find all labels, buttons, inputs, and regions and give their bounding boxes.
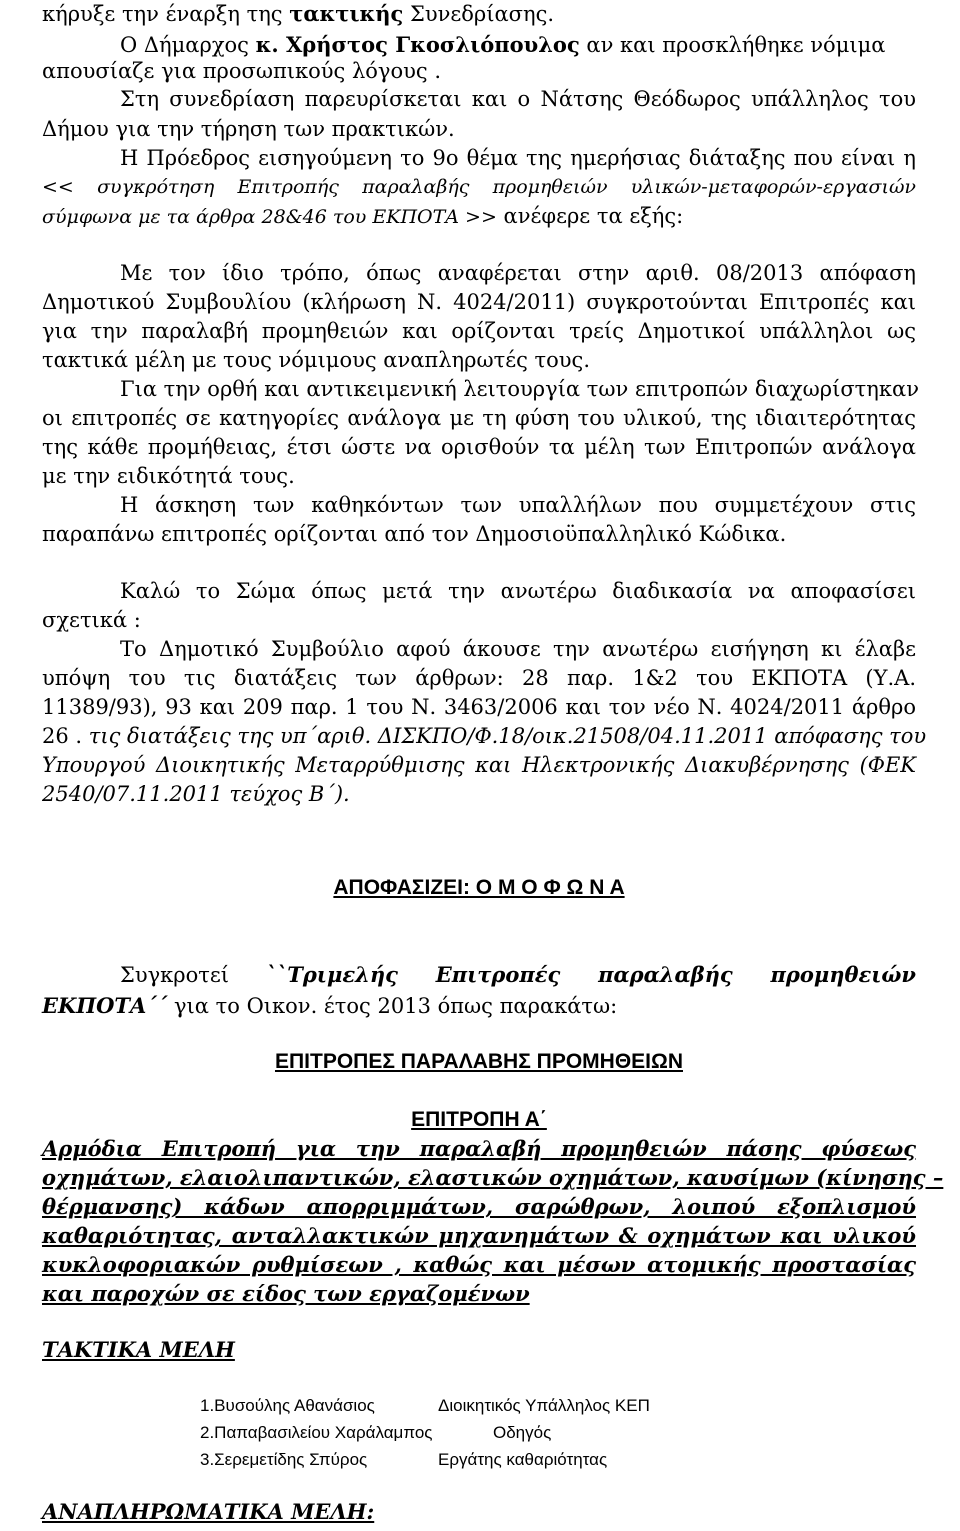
text-line: τακτικά μέλη με τους νόμιμους αναπληρωτές τους. bbox=[42, 348, 590, 372]
member-name: 2.Παπαβασιλείου Χαράλαμπος bbox=[200, 1423, 433, 1442]
committee-description-line: καθαριότητας, ανταλλακτικών μηχανημάτων & οχημάτων και υλικού bbox=[42, 1223, 916, 1248]
text-line: Με τον ίδιο τρόπο, όπως αναφέρεται στην αριθ. 08/2013 απόφαση bbox=[120, 261, 916, 285]
committee-description-line: οχημάτων, ελαιολιπαντικών, ελαστικών οχημάτων, καυσίμων (κίνησης – bbox=[42, 1165, 944, 1190]
text-line: ΕΚΠΟΤΑ΄΄ για το Οικον. έτος 2013 όπως παρακάτω: bbox=[42, 993, 618, 1018]
text-line: για την παραλαβή προμηθειών και ορίζονται τρείς Δημοτικοί υπάλληλοι ως bbox=[42, 319, 916, 343]
text-line: Δήμου για την τήρηση των πρακτικών. bbox=[42, 117, 455, 141]
text-line: της κάθε προμήθειας, έτσι ώστε να ορισθούν τα μέλη των Επιτροπών ανάλογα bbox=[42, 435, 916, 459]
text-line: απουσίαζε για προσωπικούς λόγους . bbox=[42, 59, 441, 83]
text-line: σύμφωνα με τα άρθρα 28&46 του ΕΚΠΟΤΑ >> ανέφερε τα εξής: bbox=[42, 204, 684, 228]
text-line: 11389/93), 93 και 209 παρ. 1 του Ν. 3463/2006 και τον νέο Ν. 4024/2011 άρθρο bbox=[42, 695, 916, 719]
text-line: Η Πρόεδρος εισηγούμενη το 9ο θέμα της ημερήσιας διάταξης που είναι η bbox=[120, 146, 916, 170]
member-row bbox=[200, 1394, 650, 1418]
text-line: παραπάνω επιτροπές ορίζονται από τον Δημοσιοϋπαλληλικό Κώδικα. bbox=[42, 522, 787, 546]
text-line: Δημοτικού Συμβουλίου (κλήρωση Ν. 4024/2011) συγκροτούνται Επιτροπές και bbox=[42, 290, 916, 314]
member-role: Εργάτης καθαριότητας bbox=[438, 1450, 608, 1469]
text-line: Για την ορθή και αντικειμενική λειτουργία των επιτροπών διαχωρίστηκαν bbox=[120, 377, 919, 401]
committee-description-line: θέρμανσης) κάδων απορριμμάτων, σαρώθρων, λοιπού εξοπλισμού bbox=[42, 1194, 916, 1219]
committee-description-line: και παροχών σε είδος των εργαζομένων bbox=[42, 1281, 530, 1306]
text-line: Ο Δήμαρχος κ. Χρήστος Γκοσλιόπουλος αν και προσκλήθηκε νόμιμα bbox=[120, 32, 886, 57]
regular-members-heading: ΤΑΚΤΙΚΑ ΜΕΛΗ bbox=[42, 1337, 235, 1362]
committee-a-heading: ΕΠΙΤΡΟΠΗ Α΄ bbox=[411, 1108, 547, 1131]
text-line: Συγκροτεί ``Τριμελής Επιτροπές παραλαβής προμηθειών bbox=[120, 962, 916, 987]
text-line: σχετικά : bbox=[42, 608, 141, 632]
member-role: Διοικητικός Υπάλληλος ΚΕΠ bbox=[438, 1396, 650, 1415]
text-line: υπόψη του τις διατάξεις των άρθρων: 28 παρ. 1&2 του ΕΚΠΟΤΑ (Υ.Α. bbox=[42, 666, 916, 690]
text-line: οι επιτροπές σε κατηγορίες ανάλογα με τη φύση του υλικού, της ιδιαιτερότητας bbox=[42, 406, 916, 430]
text-line: Στη συνεδρίαση παρευρίσκεται και ο Νάτσης Θεόδωρος υπάλληλος του bbox=[120, 87, 916, 111]
member-row bbox=[200, 1421, 432, 1445]
decision-heading: ΑΠΟΦΑΣΙΖΕΙ: Ο Μ Ο Φ Ω Ν Α bbox=[333, 876, 625, 899]
committee-description-line: κυκλοφοριακών ρυθμίσεων , καθώς και μέσων ατομικής προστασίας bbox=[42, 1252, 916, 1277]
member-role: Οδηγός bbox=[493, 1423, 552, 1442]
member-name: 3.Σερεμετίδης Σπύρος bbox=[200, 1450, 368, 1469]
text-line: << συγκρότηση Επιτροπής παραλαβής προμηθειών υλικών-μεταφορών-εργασιών bbox=[42, 176, 916, 198]
member-role-row bbox=[493, 1421, 551, 1445]
text-line: 26 . τις διατάξεις της υπ΄αριθ. ΔΙΣΚΠΟ/Φ.18/οικ.21508/04.11.2011 απόφασης του bbox=[42, 724, 927, 748]
committee-description-line: Αρμόδια Επιτροπή για την παραλαβή προμηθειών πάσης φύσεως bbox=[42, 1136, 916, 1161]
member-row bbox=[200, 1448, 608, 1472]
text-line: Το Δημοτικό Συμβούλιο αφού άκουσε την ανωτέρω εισήγηση κι έλαβε bbox=[120, 637, 916, 661]
member-name: 1.Βυσούλης Αθανάσιος bbox=[200, 1396, 375, 1415]
text-line: Η άσκηση των καθηκόντων των υπαλλήλων που συμμετέχουν στις bbox=[120, 493, 916, 517]
text-line: κήρυξε την έναρξη της τακτικής Συνεδρίασης. bbox=[42, 1, 555, 26]
alternate-members-heading: ΑΝΑΠΛΗΡΩΜΑΤΙΚΑ ΜΕΛΗ: bbox=[42, 1499, 375, 1524]
text-line: 2540/07.11.2011 τεύχος Β΄). bbox=[42, 782, 350, 806]
committees-heading: ΕΠΙΤΡΟΠΕΣ ΠΑΡΑΛΑΒΗΣ ΠΡΟΜΗΘΕΙΩΝ bbox=[274, 1050, 683, 1073]
text-line: Καλώ το Σώμα όπως μετά την ανωτέρω διαδικασία να αποφασίσει bbox=[120, 579, 916, 603]
text-line: Υπουργού Διοικητικής Μεταρρύθμισης και Ηλεκτρονικής Διακυβέρνησης (ΦΕΚ bbox=[42, 753, 916, 777]
text-line: με την ειδικότητά τους. bbox=[42, 464, 295, 488]
